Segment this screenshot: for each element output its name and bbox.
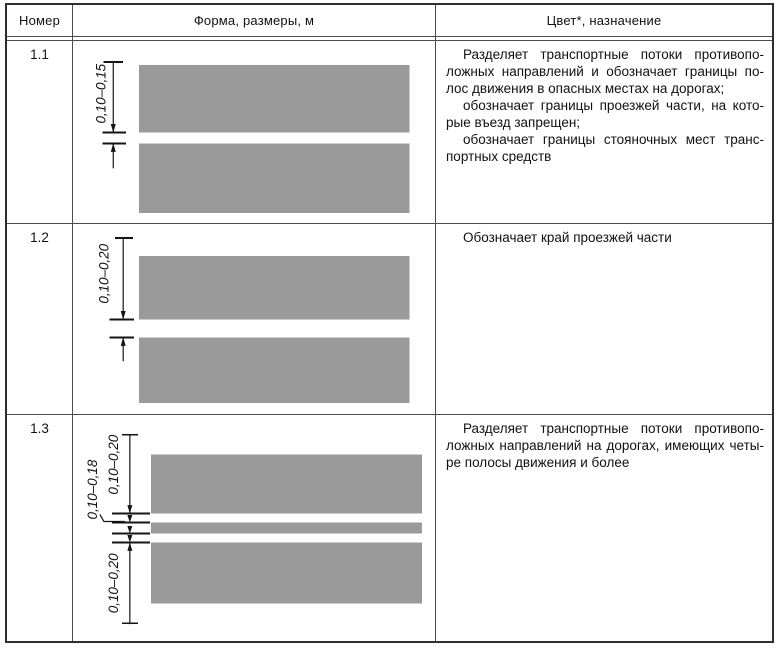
road-surface-lower (139, 337, 410, 403)
dimension-label-line-width: 0,10–0,15 (93, 63, 109, 124)
diagram-marking-1-1 (73, 41, 435, 223)
cell-diagram-1-3 (73, 415, 436, 641)
road-surface-upper (139, 256, 410, 320)
header-cell-shape (73, 5, 436, 37)
cell-diagram-1-2 (73, 224, 436, 415)
description-line: Разделяет транспортные потоки противопо- (463, 47, 764, 62)
description-line: портных средств (446, 149, 552, 164)
road-surface-median-strip (151, 523, 422, 534)
header-cell-number (7, 5, 73, 37)
header-color-label: Цвет*, назначение (546, 13, 662, 28)
dimension-annotation (93, 62, 126, 168)
arrow-down-icon (127, 505, 132, 513)
description-line: обозначает границы проезжей части, на кото- (463, 98, 764, 113)
description-line: Разделяет транспортные потоки противопо- (463, 421, 764, 436)
diagram-marking-1-2 (73, 224, 435, 414)
road-surface-upper (139, 65, 410, 133)
road-surface-lower (151, 542, 422, 603)
cell-number-1-3 (7, 415, 73, 641)
description-line: лос движения в опасных местах на дорогах; (446, 81, 725, 96)
dimension-annotation (85, 434, 150, 624)
diagram-marking-1-3 (73, 415, 435, 641)
dimension-label-line-width-bottom: 0,10–0,20 (105, 553, 121, 614)
cell-description-1-2 (436, 224, 772, 415)
dimension-label-gap-width: 0,10–0,18 (84, 459, 100, 520)
cell-description-1-1 (436, 41, 772, 224)
description-line: Обозначает край проезжей части (463, 230, 672, 245)
row-number: 1.1 (30, 47, 49, 62)
header-number-label: Номер (18, 13, 60, 28)
arrow-down-icon (127, 515, 132, 522)
description-line: ре полосы движения и более (446, 455, 630, 470)
cell-diagram-1-1 (73, 41, 436, 224)
cell-description-1-3 (436, 415, 772, 641)
road-surface-lower (139, 143, 410, 213)
arrow-down-icon (127, 526, 132, 533)
dimension-label-line-width: 0,10–0,20 (96, 243, 112, 304)
row-number: 1.3 (30, 421, 49, 436)
arrow-down-icon (111, 124, 116, 132)
description-line: обозначает границы стояночных мест транс- (463, 132, 764, 147)
cell-number-1-2 (7, 224, 73, 415)
arrow-down-icon (127, 535, 132, 542)
arrow-down-icon (121, 311, 126, 319)
description-line: ложных направлений на дорогах, имеющих четы- (446, 438, 764, 453)
leader-line (100, 515, 125, 522)
description-line: рые въезд запрещен; (446, 115, 581, 130)
header-shape-label: Форма, размеры, м (193, 13, 315, 28)
dimension-label-line-width-top: 0,10–0,20 (105, 434, 121, 495)
description-line: ложных направлений и обозначает границы по- (446, 64, 764, 79)
cell-number-1-1 (7, 41, 73, 224)
dimension-annotation (96, 238, 134, 361)
header-cell-color (436, 5, 772, 37)
road-marking-table (5, 3, 774, 643)
road-surface-upper (151, 455, 422, 514)
row-number: 1.2 (30, 230, 49, 245)
